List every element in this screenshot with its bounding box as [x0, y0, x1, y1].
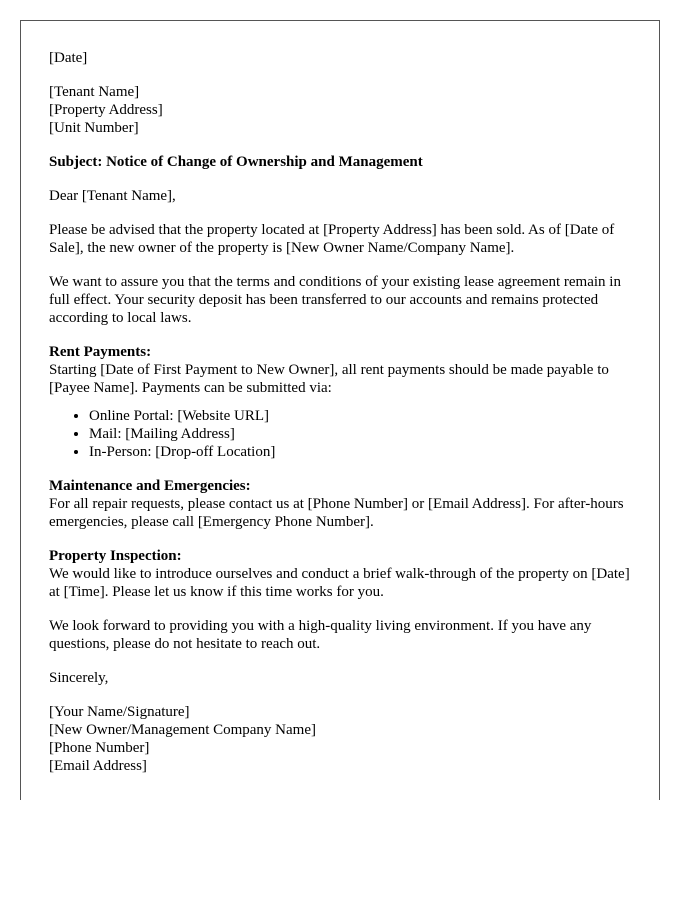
inspection-section — [49, 547, 631, 601]
payment-method-item: • In-Person: [Drop-off Location] — [89, 443, 631, 461]
letter-page — [20, 20, 660, 800]
letter-date: [Date] — [49, 50, 88, 66]
recipient-block — [49, 83, 631, 137]
rent-heading: Rent Payments: — [49, 344, 152, 360]
rent-section — [49, 343, 631, 397]
letter-subject: Subject: Notice of Change of Ownership and Management — [49, 154, 423, 170]
payment-method-item: • Online Portal: [Website URL] — [89, 407, 631, 425]
maintenance-section — [49, 477, 631, 531]
signature-company: [New Owner/Management Company Name] — [49, 722, 316, 738]
signature-name: [Your Name/Signature] — [49, 704, 190, 720]
inspection-body: We would like to introduce ourselves and conduct a brief walk-through of the property on [Date] at [Time]. Please let us know if this time works for you. — [49, 566, 630, 600]
signature-phone: [Phone Number] — [49, 740, 150, 756]
signature-block — [49, 703, 631, 775]
recipient-name: [Tenant Name] — [49, 84, 140, 100]
assurance-paragraph: We want to assure you that the terms and conditions of your existing lease agreement remain in full effect. Your security deposit has been transferred to our accounts and remains protected according to local laws. — [49, 274, 621, 326]
recipient-address: [Property Address] — [49, 102, 163, 118]
payment-methods-list — [49, 407, 631, 461]
letter-closing: Sincerely, — [49, 670, 109, 686]
signature-email: [Email Address] — [49, 758, 147, 774]
rent-body: Starting [Date of First Payment to New Owner], all rent payments should be made payable to [Payee Name]. Payments can be submitted via: — [49, 362, 609, 396]
inspection-heading: Property Inspection: — [49, 548, 182, 564]
payment-method-item: • Mail: [Mailing Address] — [89, 425, 631, 443]
maintenance-body: For all repair requests, please contact us at [Phone Number] or [Email Address]. For after-hours emergencies, please call [Emergency Phone Number]. — [49, 496, 624, 530]
letter-salutation: Dear [Tenant Name], — [49, 188, 176, 204]
intro-paragraph: Please be advised that the property located at [Property Address] has been sold. As of [Date of Sale], the new owner of the property is [New Owner Name/Company Name]. — [49, 222, 615, 256]
recipient-unit: [Unit Number] — [49, 120, 139, 136]
closing-paragraph: We look forward to providing you with a high-quality living environment. If you have any questions, please do not hesitate to reach out. — [49, 618, 592, 652]
maintenance-heading: Maintenance and Emergencies: — [49, 478, 251, 494]
